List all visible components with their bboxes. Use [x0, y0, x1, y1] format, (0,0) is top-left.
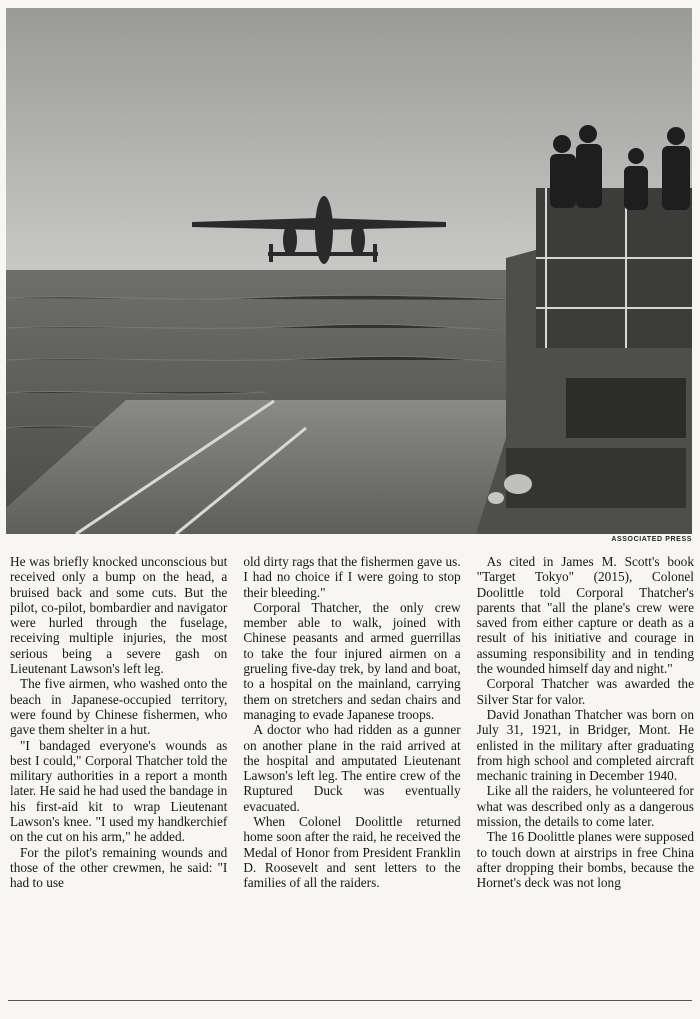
paragraph: A doctor who had ridden as a gunner on another plane in the raid arrived at the hospital and amputated Lieutenant Lawson's left leg. The entire crew of the Ruptured Duck was eventually evacuated. [243, 722, 461, 814]
paragraph: old dirty rags that the fishermen gave us. I had no choice if I were going to stop their bleeding." [243, 554, 461, 600]
paragraph: David Jonathan Thatcher was born on July 31, 1921, in Bridger, Mont. He enlisted in the military after graduating from high school and completed aircraft mechanic training in December 1940. [476, 706, 694, 784]
paragraph: Like all the raiders, he volunteered for what was described only as a dangerous mission, the details to come later. [476, 783, 694, 830]
article-column-3 [477, 554, 694, 1004]
paragraph: Corporal Thatcher, the only crew member able to walk, joined with Chinese peasants and armed guerrillas to take the four injured airmen on a grueling five-day trek, by land and boat, to a hospital on the mainland, carrying them on stretchers and sedan chairs and managing to evade Japanese troops. [243, 599, 461, 722]
paragraph: "I bandaged everyone's wounds as best I could," Corporal Thatcher told the military authorities in a report a month later. He said he had used the bandage in his first-aid kit to wrap Lieutenant Lawson's knee. "I used my handkerchief on the cut on his arm," he added. [10, 737, 228, 845]
photo-credit: ASSOCIATED PRESS [611, 536, 692, 543]
paragraph: As cited in James M. Scott's book "Target Tokyo" (2015), Colonel Doolittle told Corporal Thatcher's parents that "all the plane's crew were saved from either capture or death as a result of his initiative and courage in assuming responsibility and in tending the wounded himself day and night." [476, 554, 694, 677]
paragraph: For the pilot's remaining wounds and those of the other crewmen, he said: "I had to use [10, 844, 228, 891]
paragraph: When Colonel Doolittle returned home soon after the raid, he received the Medal of Honor from President Franklin D. Roosevelt and sent letters to the families of all the raiders. [243, 814, 461, 891]
article-column-2 [243, 554, 460, 1004]
paragraph: Corporal Thatcher was awarded the Silver Star for valor. [476, 676, 694, 707]
paragraph: The 16 Doolittle planes were supposed to touch down at airstrips in free China after dropping their bombs, because the Hornet's deck was not long [476, 829, 694, 891]
bottom-rule [8, 1000, 692, 1001]
paragraph: The five airmen, who washed onto the beach in Japanese-occupied territory, were found by Chinese fishermen, who gave them shelter in a hut. [10, 676, 228, 738]
article-column-1 [10, 554, 227, 1004]
news-photo [6, 8, 692, 534]
paragraph: He was briefly knocked unconscious but received only a bump on the head, a bruised back and some cuts. But the pilot, co-pilot, bombardier and navigator were hurled through the fuselage, receiving multiple injuries, the most serious being a severe gash on Lieutenant Lawson's left leg. [10, 554, 228, 677]
article-body [10, 554, 694, 1004]
